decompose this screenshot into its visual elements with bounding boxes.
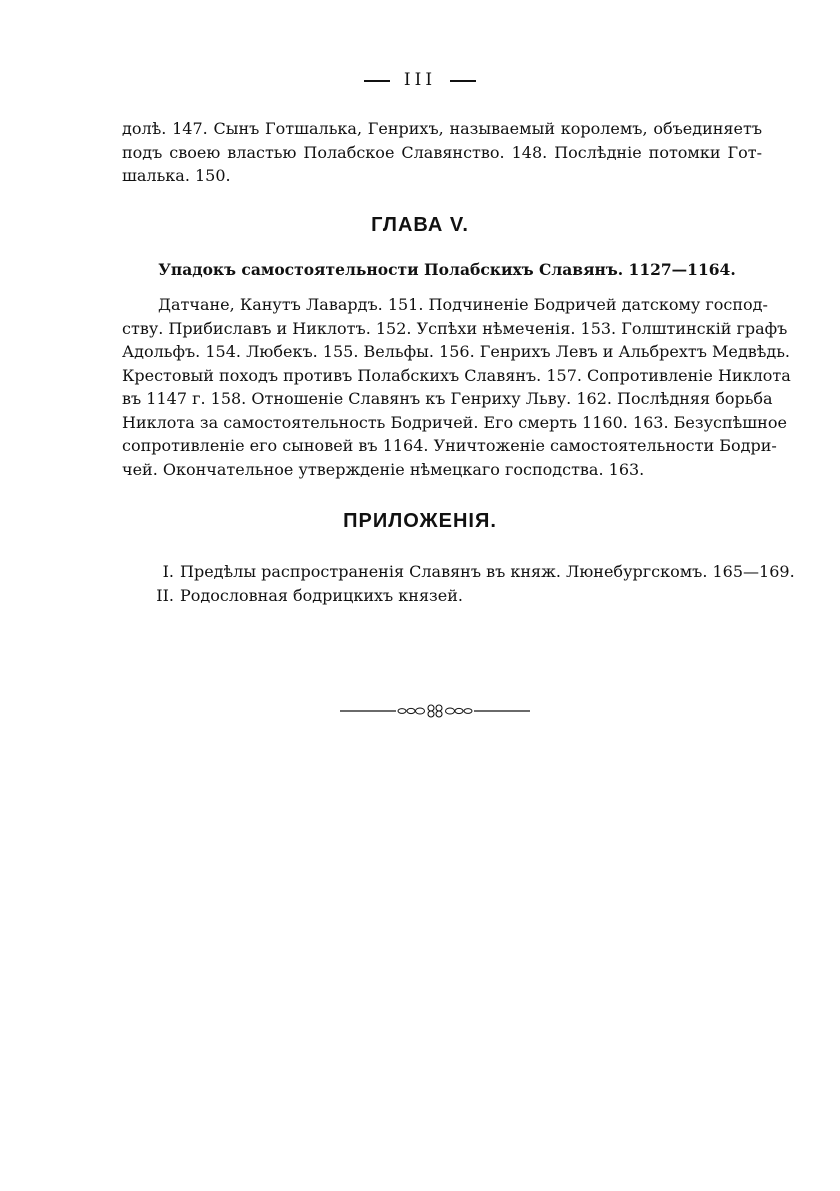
appendix-item: [148, 584, 768, 608]
appendix-number: I.: [162, 562, 174, 581]
text-line: Датчане, Канутъ Лавардъ. 151. Подчиненіе Бодричей датскому господ-: [158, 295, 768, 314]
chapter-summary: [122, 293, 791, 481]
text-line: Никлота за самостоятельность Бодричей. Его смерть 1160. 163. Безуспѣшное: [122, 412, 787, 432]
text-line: чей. Окончательное утвержденіе нѣмецкаго господства. 163.: [122, 459, 645, 479]
appendix-number: II.: [156, 586, 174, 605]
appendices-list: [148, 560, 795, 608]
text-line: въ 1147 г. 158. Отношеніе Славянъ къ Генриху Льву. 162. Послѣдняя борьба: [122, 389, 773, 408]
appendices-title: ПРИЛОЖЕНІЯ.: [343, 510, 497, 532]
end-ornament: [340, 701, 530, 721]
text-line: сопротивленіе его сыновей въ 1164. Уничтоженіе самостоятельности Бодри-: [122, 436, 777, 455]
page-header: [0, 70, 840, 90]
continuation-paragraph: [122, 117, 762, 188]
text-line: Адольфъ. 154. Любекъ. 155. Вельфы. 156. Генрихъ Левъ и Альбрехтъ Медвѣдь.: [122, 342, 790, 361]
text-line: ству. Прибиславъ и Никлотъ. 152. Успѣхи нѣмеченія. 153. Голштинскій графъ: [122, 318, 788, 338]
text-line: долѣ. 147. Сынъ Готшалька, Генрихъ, называемый королемъ, объединяетъ: [122, 119, 762, 138]
chapter-title: ГЛАВА V.: [371, 214, 469, 236]
appendix-item: [148, 560, 795, 584]
text-line: Крестовый походъ противъ Полабскихъ Славянъ. 157. Сопротивленіе Никлота: [122, 365, 791, 385]
header-dash-right: [450, 80, 476, 82]
header-dash-left: [364, 80, 390, 82]
page-number: III: [403, 70, 437, 90]
text-line: подъ своею властью Полабское Славянство. 148. Послѣдніе потомки Гот-: [122, 142, 762, 162]
chapter-subtitle: Упадокъ самостоятельности Полабскихъ Славянъ. 1127—1164.: [158, 260, 736, 279]
appendix-text: Родословная бодрицкихъ князей.: [180, 586, 463, 605]
appendix-text: Предѣлы распространенія Славянъ въ княж. Люнебургскомъ. 165—169.: [180, 562, 795, 581]
text-line: шалька. 150.: [122, 166, 231, 185]
